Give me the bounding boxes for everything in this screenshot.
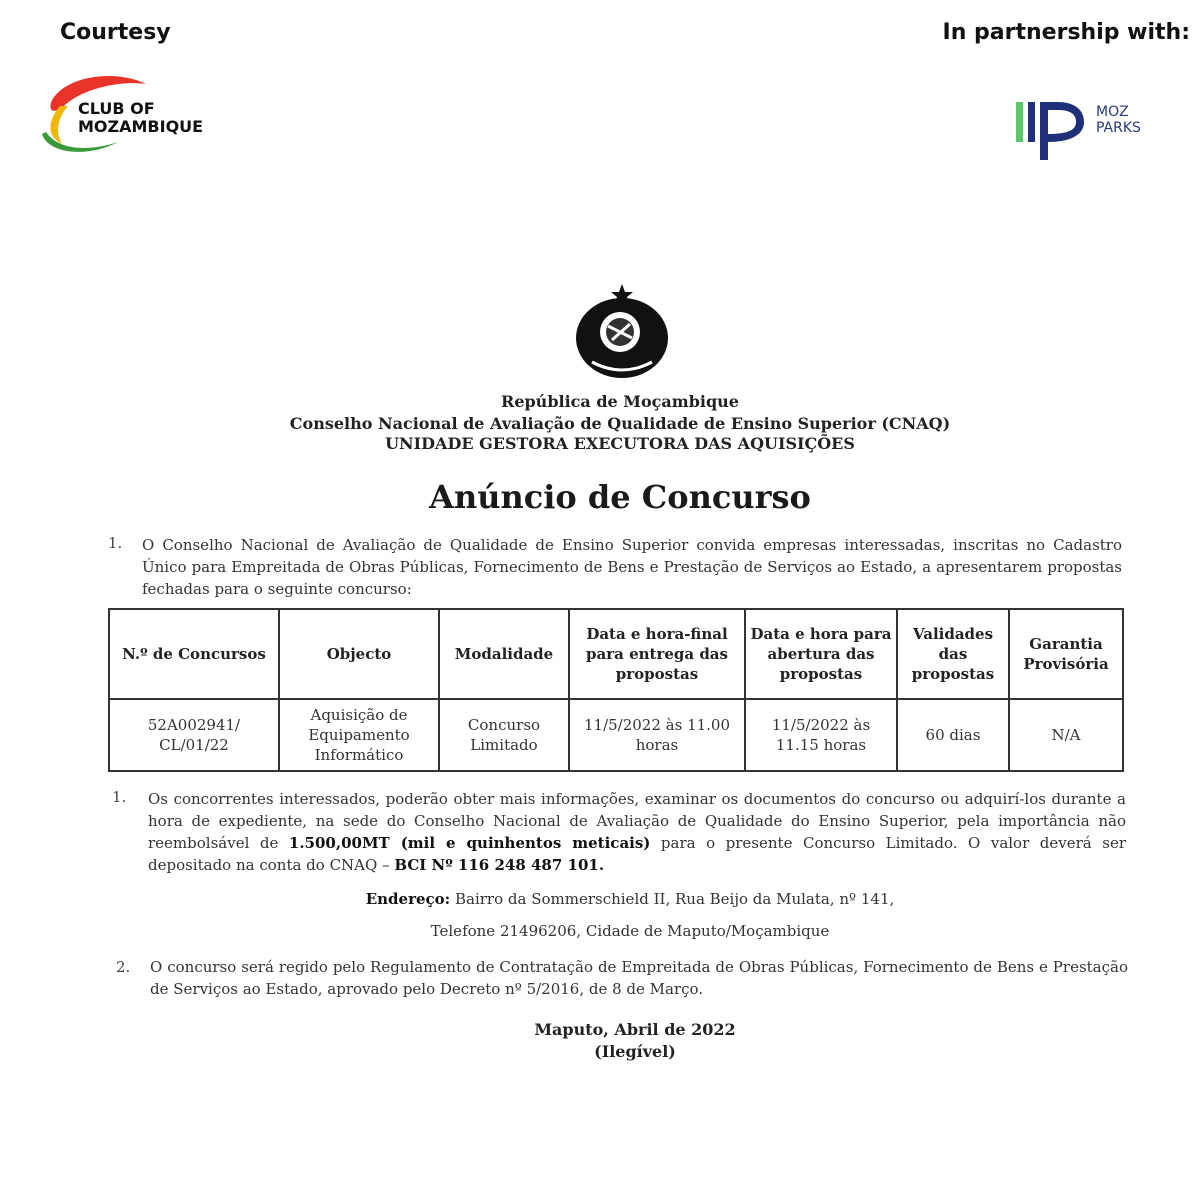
courtesy-label: Courtesy — [60, 20, 171, 45]
para1-amount: 1.500,00MT (mil e quinhentos meticais) — [288, 834, 651, 852]
phone-line: Telefone 21496206, Cidade de Maputo/Moçambique — [430, 922, 830, 940]
heading-republic: República de Moçambique — [501, 392, 739, 411]
mozparks-mark-icon — [1012, 96, 1096, 166]
para1-text-a: Os concorrentes interessados, poderão obter mais informações, examinar os documentos do concurso ou adquirí-los durante a hora de expediente, na sede do Conselho Nacional de Avaliação de Qualidade do Ensino Superior, pela importância não reembolsável de — [148, 790, 1126, 852]
para1-bank-account: BCI Nº 116 248 487 101. — [394, 856, 605, 874]
col-header-object: Objecto — [279, 609, 439, 699]
address-line — [200, 890, 1060, 908]
heading-unit: UNIDADE GESTORA EXECUTORA DAS AQUISIÇÕES — [385, 434, 855, 453]
partnership-label: In partnership with: — [942, 20, 1190, 45]
mozparks-logo — [1012, 96, 1152, 166]
para1-text — [148, 788, 1126, 876]
club-logo-text — [78, 100, 203, 136]
col-header-number: N.º de Concursos — [109, 609, 279, 699]
mozparks-line1: MOZ — [1096, 104, 1129, 120]
mozparks-line2: PARKS — [1096, 120, 1141, 136]
club-logo-line2: MOZAMBIQUE — [78, 117, 204, 136]
club-of-mozambique-logo — [38, 70, 218, 160]
table-header-row — [109, 609, 1123, 699]
national-emblem-seal — [572, 282, 672, 382]
intro-paragraph: O Conselho Nacional de Avaliação de Qualidade de Ensino Superior convida empresas interessadas, inscritas no Cadastro Único para Empreitada de Obras Públicas, Fornecimento de Bens e Prestação de Serviços ao Estado, a apresentarem propostas fechadas para o seguinte concurso: — [142, 536, 1122, 598]
mozparks-logo-text — [1096, 104, 1141, 136]
col-header-modality: Modalidade — [439, 609, 569, 699]
table-row — [109, 699, 1123, 771]
col-header-deadline: Data e hora-final para entrega das propostas — [569, 609, 745, 699]
cell-number: 52A002941/ CL/01/22 — [109, 699, 279, 771]
para1-text-b: para o presente Concurso Limitado. O valor deverá ser depositado na conta do CNAQ – — [148, 834, 1126, 874]
col-header-validity: Validades das propostas — [897, 609, 1009, 699]
cell-opening: 11/5/2022 às 11.15 horas — [745, 699, 897, 771]
para2-text: O concurso será regido pelo Regulamento de Contratação de Empreitada de Obras Públicas, Fornecimento de Bens e Prestação de Serviços ao Estado, aprovado pelo Decreto nº 5/2016, de 8 de Março. — [150, 958, 1128, 998]
col-header-opening: Data e hora para abertura das propostas — [745, 609, 897, 699]
intro-number: 1. — [108, 534, 123, 552]
heading-council: Conselho Nacional de Avaliação de Qualidade de Ensino Superior (CNAQ) — [289, 414, 951, 433]
cell-deadline: 11/5/2022 às 11.00 horas — [569, 699, 745, 771]
cell-modality: Concurso Limitado — [439, 699, 569, 771]
address-label: Endereço: — [365, 890, 451, 908]
cell-guarantee: N/A — [1009, 699, 1123, 771]
tender-table — [108, 608, 1124, 772]
address-text: Bairro da Sommerschield II, Rua Beijo da Mulata, nº 141, — [450, 890, 895, 908]
para1-number: 1. — [112, 788, 127, 806]
club-logo-line1: CLUB OF — [78, 99, 155, 118]
coat-of-arms-icon — [572, 282, 672, 382]
page-title: Anúncio de Concurso — [429, 478, 811, 516]
cell-object: Aquisição de Equipamento Informático — [279, 699, 439, 771]
para2-number: 2. — [116, 958, 131, 976]
sign-place-date: Maputo, Abril de 2022 — [534, 1020, 736, 1039]
sign-name: (Ilegível) — [594, 1042, 676, 1061]
cell-validity: 60 dias — [897, 699, 1009, 771]
col-header-guarantee: Garantia Provisória — [1009, 609, 1123, 699]
